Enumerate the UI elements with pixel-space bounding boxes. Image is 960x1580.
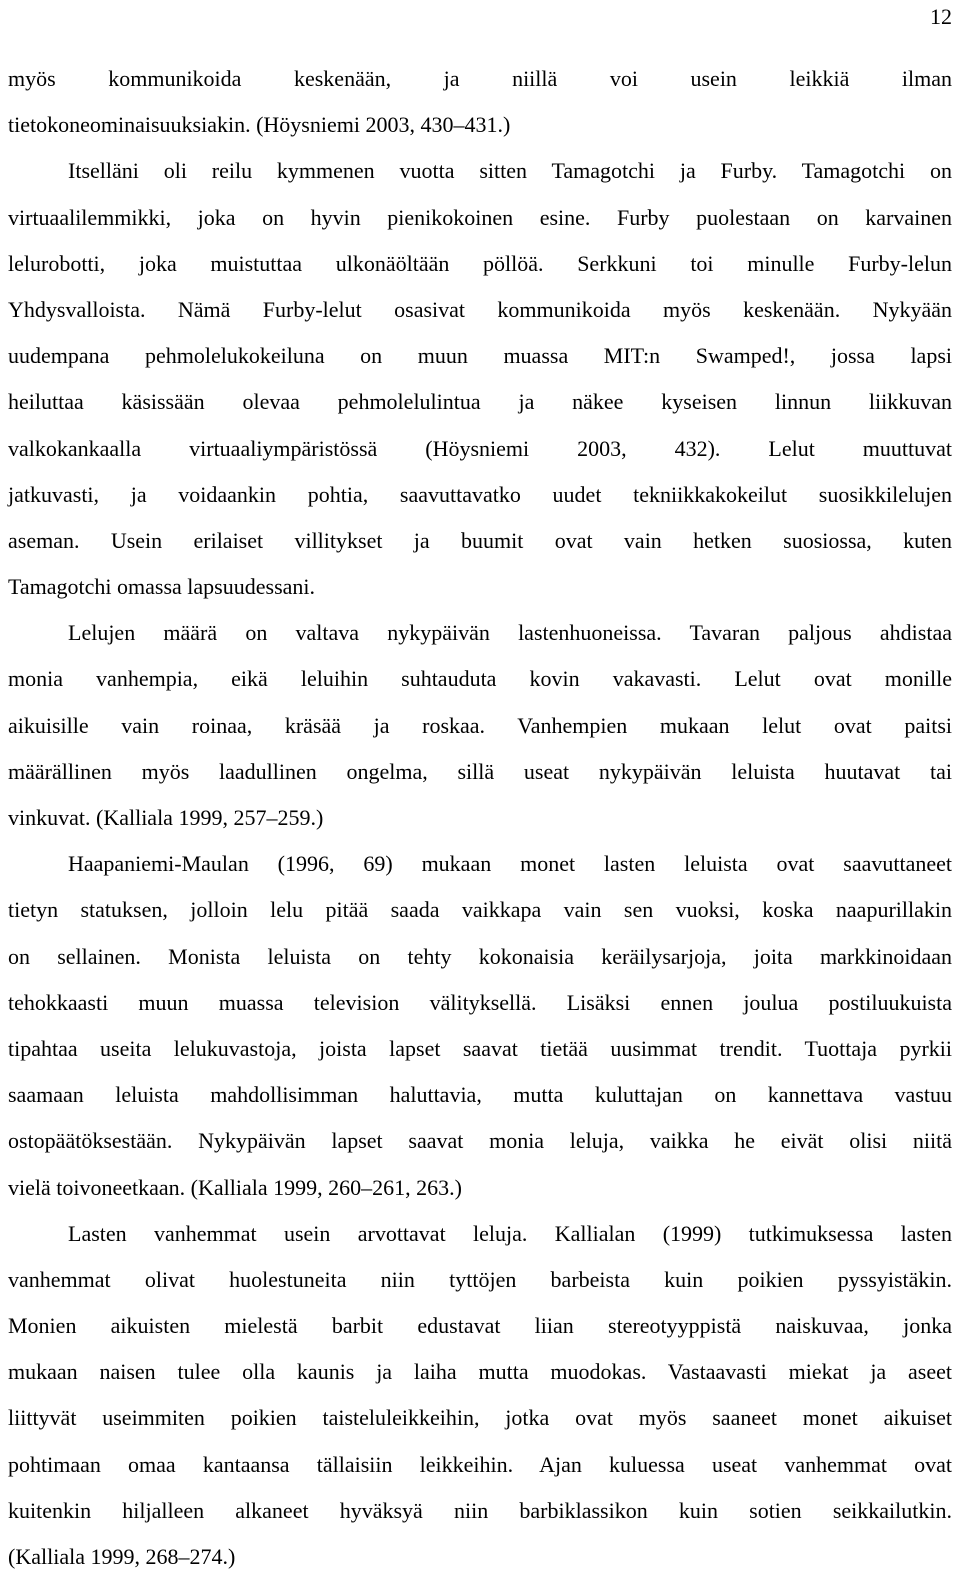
text-line: Monien aikuisten mielestä barbit edustavat liian stereotyyppistä naiskuvaa, jonka: [8, 1313, 952, 1339]
text-line: vinkuvat. (Kalliala 1999, 257–259.): [8, 805, 324, 830]
document-body: [8, 56, 952, 1580]
text-line: virtuaalilemmikki, joka on hyvin pienikokoinen esine. Furby puolestaan on karvainen: [8, 204, 952, 230]
text-line: Lelujen määrä on valtava nykypäivän lastenhuoneissa. Tavaran paljous ahdistaa: [68, 620, 952, 646]
text-line: pohtimaan omaa kantaansa tällaisiin leikkeihin. Ajan kuluessa useat vanhemmat ovat: [8, 1451, 952, 1477]
text-line: jatkuvasti, ja voidaankin pohtia, saavuttavatko uudet tekniikkakokeilut suosikkilelujen: [8, 481, 952, 507]
text-line: Yhdysvalloista. Nämä Furby-lelut osasivat kommunikoida myös keskenään. Nykyään: [8, 296, 952, 322]
text-line: mukaan naisen tulee olla kaunis ja laiha mutta muodokas. Vastaavasti miekat ja aseet: [8, 1359, 952, 1385]
text-line: on sellainen. Monista leluista on tehty kokonaisia keräilysarjoja, joita markkinoidaan: [8, 943, 952, 969]
paragraph-5: [8, 1211, 952, 1580]
text-line: heiluttaa käsissään olevaa pehmolelulintua ja näkee kyseisen linnun liikkuvan: [8, 389, 952, 415]
text-line: kuitenkin hiljalleen alkaneet hyväksyä niin barbiklassikon kuin sotien seikkailutkin.: [8, 1497, 952, 1523]
paragraph-3: [8, 610, 952, 841]
text-line: Itselläni oli reilu kymmenen vuotta sitten Tamagotchi ja Furby. Tamagotchi on: [68, 158, 952, 184]
paragraph-1: [8, 56, 952, 148]
text-line: tietokoneominaisuuksiakin. (Höysniemi 2003, 430–431.): [8, 112, 511, 138]
text-line: ostopäätöksestään. Nykypäivän lapset saavat monia leluja, vaikka he eivät olisi niitä: [8, 1128, 952, 1154]
text-line: Lasten vanhemmat usein arvottavat leluja. Kallialan (1999) tutkimuksessa lasten: [68, 1220, 952, 1246]
text-line: liittyvät useimmiten poikien taisteluleikkeihin, jotka ovat myös saaneet monet aikuiset: [8, 1405, 952, 1431]
page-number: 12: [930, 4, 952, 29]
paragraph-4: [8, 841, 952, 1211]
paragraph-2: [8, 148, 952, 610]
text-line: määrällinen myös laadullinen ongelma, sillä useat nykypäivän leluista huutavat tai: [8, 758, 952, 784]
text-line: (Kalliala 1999, 268–274.): [8, 1544, 236, 1569]
text-line: aikuisille vain roinaa, kräsää ja roskaa. Vanhempien mukaan lelut ovat paitsi: [8, 712, 952, 738]
text-line: Haapaniemi-Maulan (1996, 69) mukaan monet lasten leluista ovat saavuttaneet: [68, 851, 952, 877]
text-line: uudempana pehmolelukokeiluna on muun muassa MIT:n Swamped!, jossa lapsi: [8, 343, 952, 369]
text-line: vielä toivoneetkaan. (Kalliala 1999, 260–261, 263.): [8, 1174, 462, 1200]
text-line: vanhemmat olivat huolestuneita niin tyttöjen barbeista kuin poikien pyssyistäkin.: [8, 1266, 952, 1292]
text-line: tehokkaasti muun muassa television välityksellä. Lisäksi ennen joulua postiluukuista: [8, 989, 952, 1015]
text-line: tietyn statuksen, jolloin lelu pitää saada vaikkapa vain sen vuoksi, koska naapurillakin: [8, 897, 952, 923]
text-line: myös kommunikoida keskenään, ja niillä voi usein leikkiä ilman: [8, 66, 952, 91]
text-line: monia vanhempia, eikä leluihin suhtauduta kovin vakavasti. Lelut ovat monille: [8, 666, 952, 692]
text-line: valkokankaalla virtuaaliympäristössä (Höysniemi 2003, 432). Lelut muuttuvat: [8, 435, 952, 461]
text-line: tipahtaa useita lelukuvastoja, joista lapset saavat tietää uusimmat trendit. Tuottaja pyrkii: [8, 1035, 952, 1061]
text-line: saamaan leluista mahdollisimman haluttavia, mutta kuluttajan on kannettava vastuu: [8, 1082, 952, 1108]
text-line: Tamagotchi omassa lapsuudessani.: [8, 574, 316, 600]
text-line: aseman. Usein erilaiset villitykset ja buumit ovat vain hetken suosiossa, kuten: [8, 527, 952, 553]
text-line: lelurobotti, joka muistuttaa ulkonäöltään pöllöä. Serkkuni toi minulle Furby-lelun: [8, 250, 952, 276]
